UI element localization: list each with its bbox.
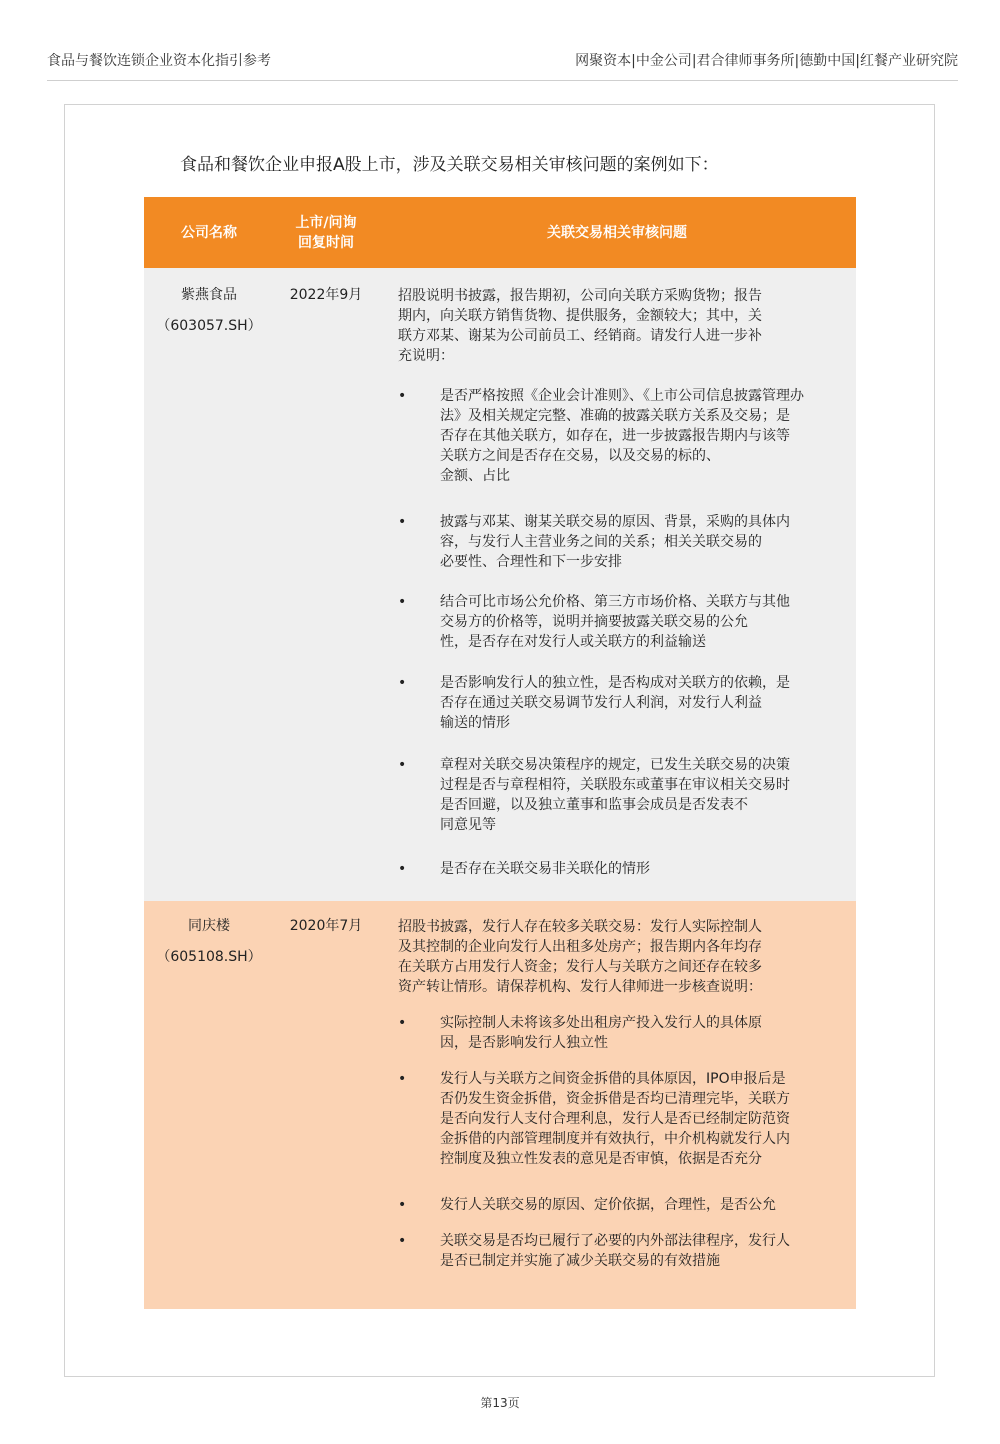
company-name: 同庆楼 [188,918,230,934]
bullet-line: 是否回避，以及独立董事和监事会成员是否发表不 [440,797,748,813]
bullet-line: 控制度及独立性发表的意见是否审慎，依据是否充分 [440,1151,762,1167]
list-item [398,592,856,652]
issue-intro-line: 及其控制的企业向发行人出租多处房产；报告期内各年均存 [398,939,762,955]
bullet-icon: • [398,388,407,404]
bullet-icon: • [398,514,407,530]
issue-intro-line: 期内，向关联方销售货物、提供服务，金额较大；其中，关 [398,308,762,324]
bullet-icon: • [398,675,407,691]
bullet-line: 是否已制定并实施了减少关联交易的有效措施 [440,1253,720,1269]
header-time-line2: 回复时间 [298,234,354,251]
issue-intro-line: 招股说明书披露，报告期初，公司向关联方采购货物；报告 [398,288,762,304]
bullet-line: 实际控制人未将该多处出租房产投入发行人的具体原 [440,1015,762,1031]
bullet-line: 发行人与关联方之间资金拆借的具体原因，IPO申报后是 [440,1071,786,1087]
list-item [398,673,856,733]
bullet-line: 是否影响发行人的独立性，是否构成对关联方的依赖，是 [440,675,790,691]
issue-cell [378,917,856,1309]
bullet-line: 否存在其他关联方，如存在，进一步披露报告期内与该等 [440,428,790,444]
issue-intro-line: 充说明： [398,348,454,364]
list-item [398,859,856,879]
bullet-line: 容，与发行人主营业务之间的关系；相关关联交易的 [440,534,762,550]
date-cell: 2020年7月 [289,918,363,934]
issue-bullet-list [398,1013,856,1271]
bullet-line: 金拆借的内部管理制度并有效执行，中介机构就发行人内 [440,1131,790,1147]
issue-intro [398,286,856,366]
bullet-line: 性，是否存在对发行人或关联方的利益输送 [440,634,706,650]
bullet-line: 是否存在关联交易非关联化的情形 [440,861,650,877]
list-item [398,1231,856,1271]
bullet-line: 交易方的价格等，说明并摘要披露关联交易的公允 [440,614,748,630]
bullet-line: 关联交易是否均已履行了必要的内外部法律程序，发行人 [440,1233,790,1249]
page-number: 第13页 [480,1396,520,1410]
bullet-line: 同意见等 [440,817,496,833]
company-cell [144,911,274,1309]
bullet-line: 过程是否与章程相符，关联股东或董事在审议相关交易时 [440,777,790,793]
bullet-line: 必要性、合理性和下一步安排 [440,554,622,570]
header-left-title: 食品与餐饮连锁企业资本化指引参考 [47,53,271,69]
company-code: （603057.SH） [156,318,262,334]
bullet-icon: • [398,1015,407,1031]
bullet-line: 章程对关联交易决策程序的规定，已发生关联交易的决策 [440,757,790,773]
table-row [144,901,856,1309]
header-time-line1: 上市/问询 [295,214,357,231]
issue-intro-line: 联方邓某、谢某为公司前员工、经销商。请发行人进一步补 [398,328,762,344]
list-item [398,755,856,835]
intro-text: 食品和餐饮企业申报A股上市，涉及关联交易相关审核问题的案例如下： [180,155,719,175]
issue-intro-line: 在关联方占用发行人资金；发行人与关联方之间还存在较多 [398,959,762,975]
list-item [398,386,856,486]
cases-table [144,197,856,1309]
bullet-line: 输送的情形 [440,715,510,731]
date-cell: 2022年9月 [289,287,363,303]
bullet-icon: • [398,861,407,877]
bullet-line: 金额、占比 [440,468,510,484]
bullet-line: 法》及相关规定完整、准确的披露关联方关系及交易；是 [440,408,790,424]
header-divider [47,80,958,81]
bullet-line: 结合可比市场公允价格、第三方市场价格、关联方与其他 [440,594,790,610]
bullet-icon: • [398,594,407,610]
header-company: 公司名称 [181,224,237,241]
issue-cell [378,286,856,901]
bullet-icon: • [398,757,407,773]
company-cell [144,280,274,901]
bullet-line: 否仍发生资金拆借，资金拆借是否均已清理完毕，关联方 [440,1091,790,1107]
bullet-icon: • [398,1233,407,1249]
table-header-row [144,197,856,268]
bullet-line: 否存在通过关联交易调节发行人利润，对发行人利益 [440,695,762,711]
bullet-line: 因，是否影响发行人独立性 [440,1035,608,1051]
bullet-line: 是否严格按照《企业会计准则》、《上市公司信息披露管理办 [440,388,804,404]
company-code: （605108.SH） [156,949,262,965]
header-right-sources: 网聚资本|中金公司|君合律师事务所|德勤中国|红餐产业研究院 [575,53,958,69]
list-item [398,1013,856,1053]
bullet-icon: • [398,1071,407,1087]
list-item [398,1195,856,1215]
issue-bullet-list [398,386,856,879]
list-item [398,1069,856,1169]
issue-intro-line: 资产转让情形。请保荐机构、发行人律师进一步核查说明： [398,979,762,995]
list-item [398,512,856,572]
bullet-line: 关联方之间是否存在交易，以及交易的标的、 [440,448,720,464]
company-name: 紫燕食品 [181,287,237,303]
bullet-line: 发行人关联交易的原因、定价依据，合理性，是否公允 [440,1197,776,1213]
issue-intro [398,917,856,997]
header-time [274,197,378,268]
header-issue: 关联交易相关审核问题 [547,224,687,241]
bullet-line: 是否向发行人支付合理利息，发行人是否已经制定防范资 [440,1111,790,1127]
bullet-line: 披露与邓某、谢某关联交易的原因、背景，采购的具体内 [440,514,790,530]
table-row [144,268,856,901]
issue-intro-line: 招股书披露，发行人存在较多关联交易：发行人实际控制人 [398,919,762,935]
bullet-icon: • [398,1197,407,1213]
